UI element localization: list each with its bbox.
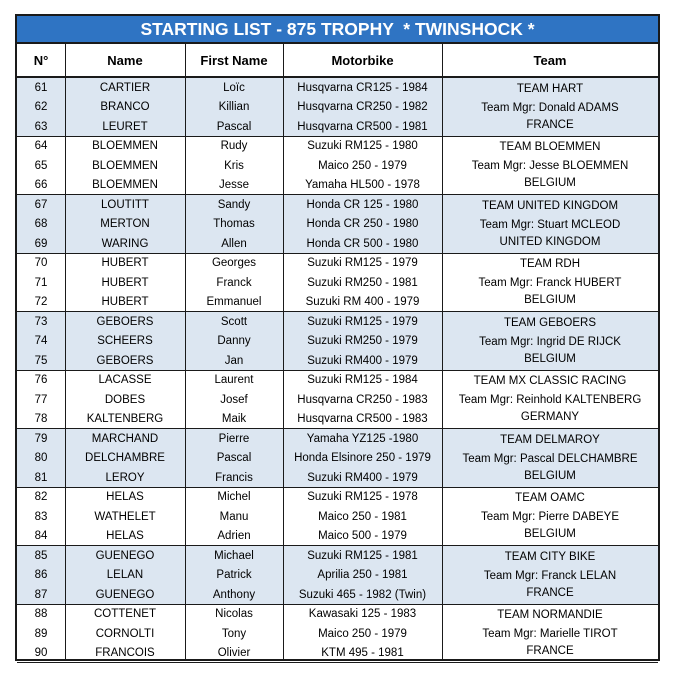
team-name: TEAM OAMC bbox=[515, 492, 585, 504]
team-group bbox=[17, 488, 658, 547]
team-manager: Team Mgr: Ingrid DE RIJCK bbox=[479, 335, 621, 348]
team-group bbox=[17, 605, 658, 664]
rider-number: 84 bbox=[34, 530, 48, 542]
rider-first-name: Pascal bbox=[216, 120, 252, 133]
rider-number: 88 bbox=[34, 608, 48, 620]
rider-number: 90 bbox=[34, 647, 48, 659]
header-first-name: First Name bbox=[200, 52, 268, 68]
rider-first-name: Rudy bbox=[220, 140, 248, 152]
rider-first-name: Anthony bbox=[212, 588, 256, 601]
rider-first-name: Pierre bbox=[218, 432, 250, 445]
table-row bbox=[17, 137, 442, 156]
rider-name: BLOEMMEN bbox=[92, 179, 158, 191]
rider-name: SCHEERS bbox=[97, 335, 153, 347]
team-group bbox=[17, 371, 658, 430]
rider-first-name: Jesse bbox=[218, 179, 250, 191]
rider-motorbike: Honda Elsinore 250 - 1979 bbox=[294, 452, 431, 464]
table-row bbox=[17, 468, 442, 487]
rider-name: HUBERT bbox=[101, 296, 149, 308]
rider-motorbike: Yamaha HL500 - 1978 bbox=[305, 179, 420, 191]
team-group bbox=[17, 137, 658, 196]
rider-name: FRANCOIS bbox=[95, 647, 155, 659]
rider-first-name: Josef bbox=[220, 393, 248, 406]
rider-motorbike: Husqvarna CR500 - 1983 bbox=[297, 413, 428, 425]
rider-motorbike: KTM 495 - 1981 bbox=[321, 647, 404, 659]
rider-first-name: Francis bbox=[215, 471, 253, 484]
table-row bbox=[17, 312, 442, 331]
rider-number: 74 bbox=[34, 335, 48, 347]
table-row bbox=[17, 78, 442, 97]
rider-number: 67 bbox=[34, 198, 48, 211]
rider-motorbike: Husqvarna CR125 - 1984 bbox=[297, 81, 428, 94]
rider-first-name: Killian bbox=[218, 101, 250, 113]
rider-number: 78 bbox=[34, 413, 48, 425]
rider-motorbike: Honda CR 250 - 1980 bbox=[306, 218, 419, 230]
rider-name: LELAN bbox=[106, 569, 144, 581]
rider-number: 63 bbox=[34, 120, 48, 133]
rider-motorbike: Yamaha YZ125 -1980 bbox=[306, 432, 419, 445]
table-row bbox=[17, 117, 442, 136]
rider-number: 68 bbox=[34, 218, 48, 230]
rider-first-name: Sandy bbox=[217, 198, 251, 211]
table-row bbox=[17, 429, 442, 448]
team-name: TEAM BLOEMMEN bbox=[499, 141, 601, 153]
rider-motorbike: Suzuki RM250 - 1979 bbox=[307, 335, 418, 347]
rider-first-name: Kris bbox=[224, 159, 244, 172]
header-team: Team bbox=[533, 52, 567, 68]
table-row bbox=[17, 254, 442, 273]
table-header bbox=[17, 44, 658, 78]
rider-motorbike: Maico 250 - 1981 bbox=[318, 510, 407, 523]
team-group bbox=[17, 78, 658, 137]
rider-number: 83 bbox=[34, 510, 48, 523]
header-motorbike: Motorbike bbox=[331, 52, 394, 68]
table-row bbox=[17, 351, 442, 370]
rider-number: 87 bbox=[34, 588, 48, 601]
rider-motorbike: Suzuki RM 400 - 1979 bbox=[305, 296, 420, 308]
rider-number: 80 bbox=[34, 452, 48, 464]
table-row bbox=[17, 98, 442, 117]
rider-number: 81 bbox=[34, 471, 48, 484]
rider-number: 85 bbox=[34, 549, 48, 562]
team-name: TEAM UNITED KINGDOM bbox=[481, 199, 619, 212]
rider-motorbike: Suzuki RM400 - 1979 bbox=[307, 354, 418, 367]
rider-name: HUBERT bbox=[101, 276, 149, 289]
table-row bbox=[17, 527, 442, 546]
team-group bbox=[17, 429, 658, 488]
rider-number: 69 bbox=[34, 237, 48, 250]
rider-motorbike: Suzuki RM250 - 1981 bbox=[307, 276, 418, 289]
team-name: TEAM NORMANDIE bbox=[497, 609, 603, 621]
team-country: FRANCE bbox=[526, 586, 574, 599]
rider-first-name: Pascal bbox=[216, 452, 252, 464]
team-country: BELGIUM bbox=[524, 294, 576, 306]
team-country: GERMANY bbox=[520, 411, 580, 423]
rider-number: 79 bbox=[34, 432, 48, 445]
rider-first-name: Thomas bbox=[213, 218, 255, 230]
rider-name: HELAS bbox=[106, 530, 144, 542]
rider-first-name: Georges bbox=[211, 257, 257, 269]
team-country: UNITED KINGDOM bbox=[499, 235, 601, 248]
table-row bbox=[17, 605, 442, 624]
rider-motorbike: Honda CR 125 - 1980 bbox=[306, 198, 419, 211]
rider-first-name: Patrick bbox=[216, 569, 252, 581]
team-name: TEAM DELMAROY bbox=[500, 433, 600, 446]
team-manager: Team Mgr: Pierre DABEYE bbox=[480, 511, 620, 523]
rider-name: HUBERT bbox=[101, 257, 149, 269]
table-row bbox=[17, 585, 442, 604]
team-country: BELGIUM bbox=[524, 469, 576, 482]
rider-first-name: Emmanuel bbox=[206, 296, 262, 308]
rider-name: CARTIER bbox=[99, 81, 151, 94]
rider-first-name: Manu bbox=[219, 510, 249, 523]
team-manager: Team Mgr: Marielle TIROT bbox=[482, 628, 618, 640]
rider-name: COTTENET bbox=[94, 608, 156, 620]
team-manager: Team Mgr: Franck LELAN bbox=[483, 569, 617, 582]
rider-name: MARCHAND bbox=[91, 432, 159, 445]
table-row bbox=[17, 449, 442, 468]
rider-number: 73 bbox=[34, 315, 48, 328]
team-manager: Team Mgr: Jesse BLOEMMEN bbox=[471, 160, 629, 172]
rider-motorbike: Suzuki RM125 - 1979 bbox=[307, 257, 418, 269]
rider-name: DELCHAMBRE bbox=[85, 452, 165, 464]
team-country: BELGIUM bbox=[524, 528, 576, 540]
rider-number: 76 bbox=[34, 374, 48, 386]
rider-name: BLOEMMEN bbox=[92, 140, 158, 152]
rider-motorbike: Husqvarna CR250 - 1982 bbox=[297, 101, 428, 113]
rider-name: CORNOLTI bbox=[95, 627, 155, 640]
table-row bbox=[17, 176, 442, 195]
rider-number: 62 bbox=[34, 101, 48, 113]
team-group bbox=[17, 195, 658, 254]
team-country: BELGIUM bbox=[524, 177, 576, 189]
team-manager: Team Mgr: Donald ADAMS bbox=[481, 101, 619, 114]
rider-motorbike: Maico 250 - 1979 bbox=[318, 159, 407, 172]
team-name: TEAM HART bbox=[516, 82, 584, 95]
rider-motorbike: Husqvarna CR250 - 1983 bbox=[297, 393, 428, 406]
column-divider bbox=[283, 44, 284, 659]
rider-number: 70 bbox=[34, 257, 48, 269]
rider-motorbike: Kawasaki 125 - 1983 bbox=[308, 608, 417, 620]
rider-name: MERTON bbox=[100, 218, 150, 230]
rider-name: LEURET bbox=[102, 120, 148, 133]
team-name: TEAM RDH bbox=[519, 258, 581, 270]
rider-motorbike: Suzuki RM125 - 1984 bbox=[307, 374, 418, 386]
table-row bbox=[17, 156, 442, 175]
rider-first-name: Tony bbox=[221, 627, 247, 640]
rider-first-name: Laurent bbox=[214, 374, 254, 386]
rider-name: LOUTITT bbox=[101, 198, 149, 211]
rider-name: HELAS bbox=[106, 491, 144, 503]
rider-first-name: Loïc bbox=[223, 81, 245, 94]
table-row bbox=[17, 195, 442, 214]
rider-name: KALTENBERG bbox=[86, 413, 164, 425]
rider-first-name: Allen bbox=[221, 237, 247, 250]
rider-name: GUENEGO bbox=[95, 549, 155, 562]
rider-name: GEBOERS bbox=[96, 315, 154, 328]
table-row bbox=[17, 293, 442, 312]
header-name: Name bbox=[107, 52, 143, 68]
team-manager: Team Mgr: Franck HUBERT bbox=[478, 277, 622, 289]
rider-first-name: Franck bbox=[216, 276, 252, 289]
rider-name: GUENEGO bbox=[95, 588, 155, 601]
rider-first-name: Danny bbox=[217, 335, 251, 347]
table-row bbox=[17, 507, 442, 526]
table-row bbox=[17, 234, 442, 253]
rider-name: BRANCO bbox=[100, 101, 150, 113]
rider-name: WATHELET bbox=[94, 510, 156, 523]
rider-motorbike: Suzuki RM400 - 1979 bbox=[307, 471, 418, 484]
rider-motorbike: Aprilia 250 - 1981 bbox=[317, 569, 408, 581]
table-row bbox=[17, 273, 442, 292]
table-row bbox=[17, 644, 442, 663]
team-manager: Team Mgr: Pascal DELCHAMBRE bbox=[462, 452, 638, 465]
team-manager: Team Mgr: Stuart MCLEOD bbox=[479, 218, 621, 231]
rider-motorbike: Suzuki RM125 - 1980 bbox=[307, 140, 418, 152]
rider-first-name: Scott bbox=[220, 315, 248, 328]
rider-number: 72 bbox=[34, 296, 48, 308]
table-row bbox=[17, 624, 442, 643]
rider-number: 61 bbox=[34, 81, 48, 94]
rider-first-name: Nicolas bbox=[215, 608, 253, 620]
team-name: TEAM CITY BIKE bbox=[504, 550, 596, 563]
rider-motorbike: Maico 500 - 1979 bbox=[318, 530, 407, 542]
rider-first-name: Olivier bbox=[217, 647, 251, 659]
rider-name: LEROY bbox=[105, 471, 145, 484]
rider-name: BLOEMMEN bbox=[92, 159, 158, 172]
rider-first-name: Maik bbox=[221, 413, 247, 425]
rider-number: 66 bbox=[34, 179, 48, 191]
team-group bbox=[17, 312, 658, 371]
rider-number: 86 bbox=[34, 569, 48, 581]
rider-motorbike: Suzuki 465 - 1982 (Twin) bbox=[298, 588, 427, 601]
rider-motorbike: Suzuki RM125 - 1979 bbox=[307, 315, 418, 328]
rider-name: WARING bbox=[101, 237, 149, 250]
rider-first-name: Jan bbox=[224, 354, 244, 367]
rider-motorbike: Honda CR 500 - 1980 bbox=[306, 237, 419, 250]
team-group bbox=[17, 254, 658, 313]
table-row bbox=[17, 566, 442, 585]
team-country: FRANCE bbox=[526, 645, 574, 657]
rider-name: GEBOERS bbox=[96, 354, 154, 367]
rider-first-name: Adrien bbox=[217, 530, 251, 542]
team-manager: Team Mgr: Reinhold KALTENBERG bbox=[458, 394, 642, 406]
rider-motorbike: Maico 250 - 1979 bbox=[318, 627, 407, 640]
rider-name: LACASSE bbox=[98, 374, 152, 386]
table-row bbox=[17, 332, 442, 351]
table-row bbox=[17, 390, 442, 409]
rider-number: 71 bbox=[34, 276, 48, 289]
team-group bbox=[17, 546, 658, 605]
team-name: TEAM MX CLASSIC RACING bbox=[473, 375, 627, 387]
column-divider bbox=[185, 44, 186, 659]
table-row bbox=[17, 371, 442, 390]
rider-motorbike: Husqvarna CR500 - 1981 bbox=[297, 120, 428, 133]
rider-motorbike: Suzuki RM125 - 1978 bbox=[307, 491, 418, 503]
starting-list-table bbox=[15, 14, 660, 661]
table-row bbox=[17, 546, 442, 565]
rider-motorbike: Suzuki RM125 - 1981 bbox=[307, 549, 418, 562]
rider-number: 82 bbox=[34, 491, 48, 503]
rider-first-name: Michel bbox=[217, 491, 251, 503]
page-title: STARTING LIST - 875 TROPHY * TWINSHOCK * bbox=[17, 16, 658, 44]
team-country: FRANCE bbox=[526, 118, 574, 131]
table-row bbox=[17, 215, 442, 234]
rider-first-name: Michael bbox=[214, 549, 254, 562]
team-country: BELGIUM bbox=[524, 352, 576, 365]
rider-number: 75 bbox=[34, 354, 48, 367]
table-row bbox=[17, 488, 442, 507]
rider-number: 65 bbox=[34, 159, 48, 172]
column-divider bbox=[65, 44, 66, 659]
rider-number: 77 bbox=[34, 393, 48, 406]
rider-number: 89 bbox=[34, 627, 48, 640]
table-row bbox=[17, 410, 442, 429]
header-num: N° bbox=[33, 52, 49, 68]
rider-number: 64 bbox=[34, 140, 48, 152]
column-divider bbox=[442, 44, 443, 659]
rider-name: DOBES bbox=[104, 393, 146, 406]
team-name: TEAM GEBOERS bbox=[503, 316, 597, 329]
